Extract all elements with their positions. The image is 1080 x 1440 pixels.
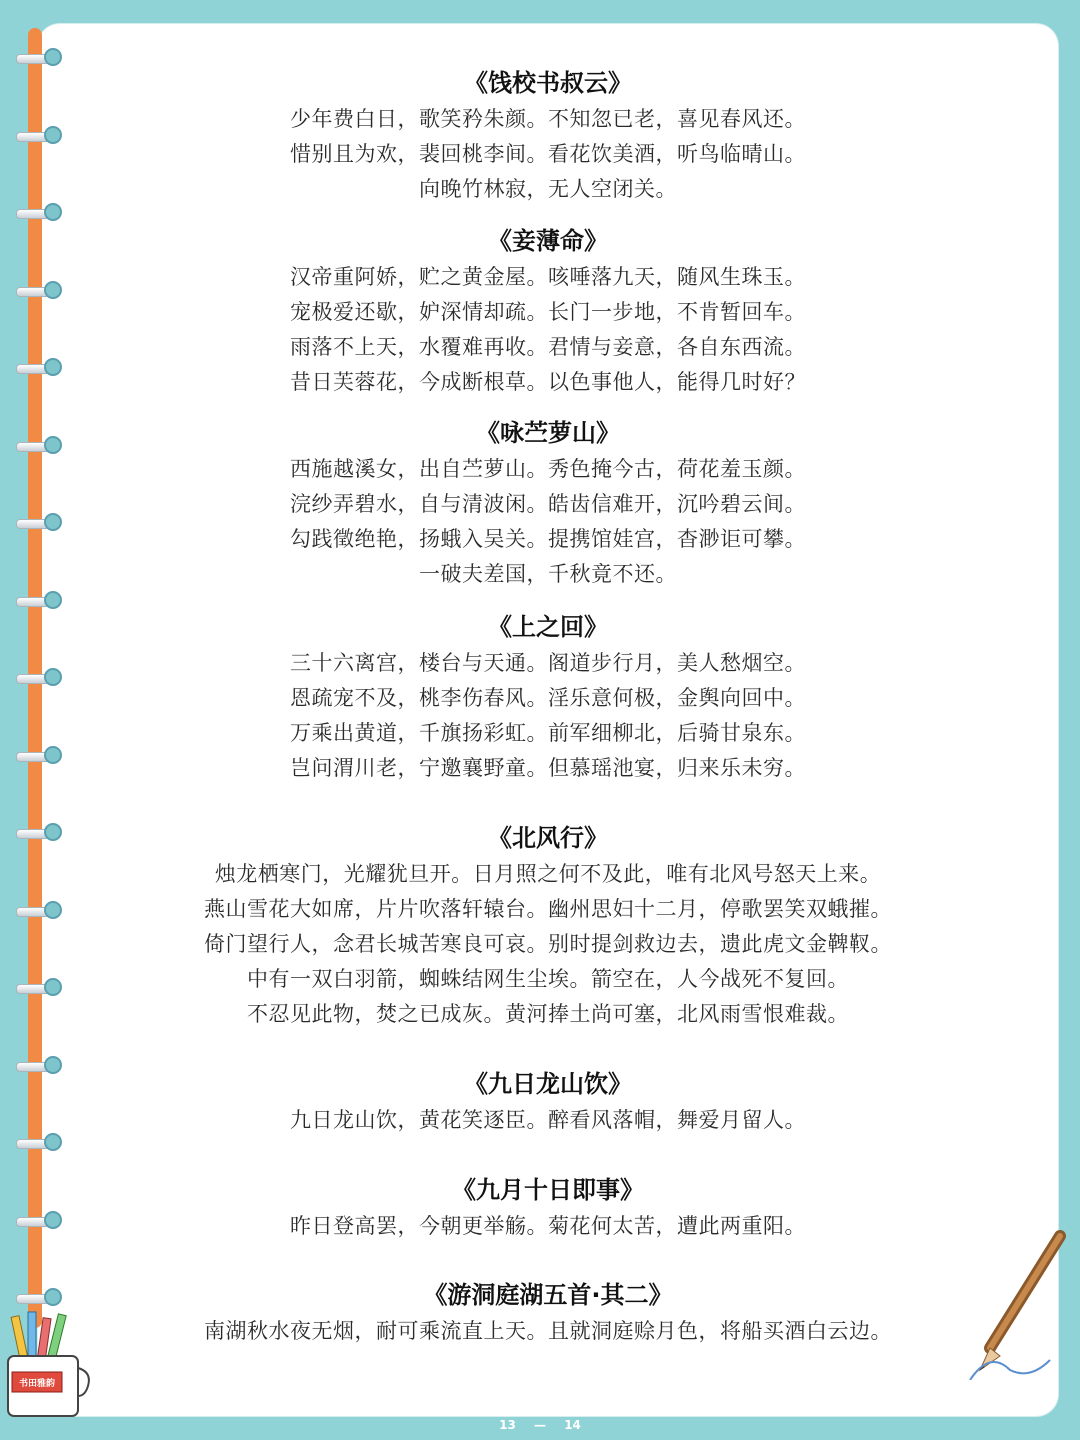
- page-numbers: [0, 1418, 1080, 1432]
- poem-line: 南湖秋水夜无烟，耐可乘流直上天。且就洞庭赊月色，将船买酒白云边。: [204, 1319, 892, 1343]
- poem-section: [38, 222, 1058, 400]
- page-separator: —: [534, 1418, 546, 1432]
- poem-line: 倚门望行人，念君长城苦寒良可哀。别时提剑救边去，遗此虎文金鞞靫。: [204, 932, 892, 956]
- poem-line: 恩疏宠不及，桃李伤春风。淫乐意何极，金舆向回中。: [290, 686, 806, 710]
- poem-line: 昨日登高罢，今朝更举觞。菊花何太苦，遭此两重阳。: [290, 1214, 806, 1238]
- poem-line: 少年费白日，歌笑矜朱颜。不知忽已老，喜见春风还。: [290, 107, 806, 131]
- left-page-number: 13: [499, 1418, 516, 1432]
- poem-line: 向晚竹林寂，无人空闭关。: [419, 177, 677, 201]
- poem-line: 惜别且为欢，裴回桃李间。看花饮美酒，听鸟临晴山。: [290, 142, 806, 166]
- poem-section: [38, 1065, 1058, 1138]
- poem-line: 一破夫差国，千秋竟不还。: [419, 562, 677, 586]
- poem-title: 《咏苎萝山》: [476, 419, 620, 447]
- cup-label: 书田雅韵: [18, 1379, 56, 1389]
- poem-line: 岂问渭川老，宁邀襄野童。但慕瑶池宴，归来乐未穷。: [290, 756, 806, 780]
- poem-line: 三十六离宫，楼台与天通。阁道步行月，美人愁烟空。: [290, 651, 806, 675]
- poem-title: 《九月十日即事》: [452, 1176, 644, 1204]
- poem-line: 勾践徵绝艳，扬蛾入吴关。提携馆娃宫，杳渺讵可攀。: [290, 527, 806, 551]
- pencil-cup-icon: [2, 1310, 92, 1420]
- poem-title: 《妾薄命》: [488, 227, 608, 255]
- poem-section: [38, 1171, 1058, 1244]
- right-page-number: 14: [564, 1418, 581, 1432]
- poem-line: 燕山雪花大如席，片片吹落轩辕台。幽州思妇十二月，停歌罢笑双蛾摧。: [204, 897, 892, 921]
- poem-line: 汉帝重阿娇，贮之黄金屋。咳唾落九天，随风生珠玉。: [290, 265, 806, 289]
- poem-section: [38, 608, 1058, 786]
- poem-line: 昔日芙蓉花，今成断根草。以色事他人，能得几时好？: [290, 370, 806, 394]
- poem-line: 中有一双白羽箭，蜘蛛结网生尘埃。箭空在，人今战死不复回。: [247, 967, 849, 991]
- poem-title: 《游洞庭湖五首·其二》: [423, 1281, 673, 1309]
- poem-line: 宠极爱还歇，妒深情却疏。长门一步地，不肯暂回车。: [290, 300, 806, 324]
- poem-title: 《北风行》: [488, 824, 608, 852]
- pencil-icon: [960, 1230, 1070, 1380]
- poem-section: [38, 819, 1058, 1032]
- poem-line: 雨落不上天，水覆难再收。君情与妾意，各自东西流。: [290, 335, 806, 359]
- poem-title: 《九日龙山饮》: [464, 1070, 632, 1098]
- poem-line: 不忍见此物，焚之已成灰。黄河捧土尚可塞，北风雨雪恨难裁。: [247, 1002, 849, 1026]
- poem-line: 浣纱弄碧水，自与清波闲。皓齿信难开，沉吟碧云间。: [290, 492, 806, 516]
- poem-title: 《饯校书叔云》: [464, 69, 632, 97]
- poem-title: 《上之回》: [488, 613, 608, 641]
- poem-section: [38, 1276, 1058, 1349]
- poem-line: 西施越溪女，出自苎萝山。秀色掩今古，荷花羞玉颜。: [290, 457, 806, 481]
- poem-line: 万乘出黄道，千旗扬彩虹。前军细柳北，后骑甘泉东。: [290, 721, 806, 745]
- poem-line: 烛龙栖寒门，光耀犹旦开。日月照之何不及此，唯有北风号怒天上来。: [214, 862, 882, 886]
- poem-section: [38, 414, 1058, 592]
- poem-section: [38, 64, 1058, 207]
- poem-line: 九日龙山饮，黄花笑逐臣。醉看风落帽，舞爱月留人。: [290, 1108, 806, 1132]
